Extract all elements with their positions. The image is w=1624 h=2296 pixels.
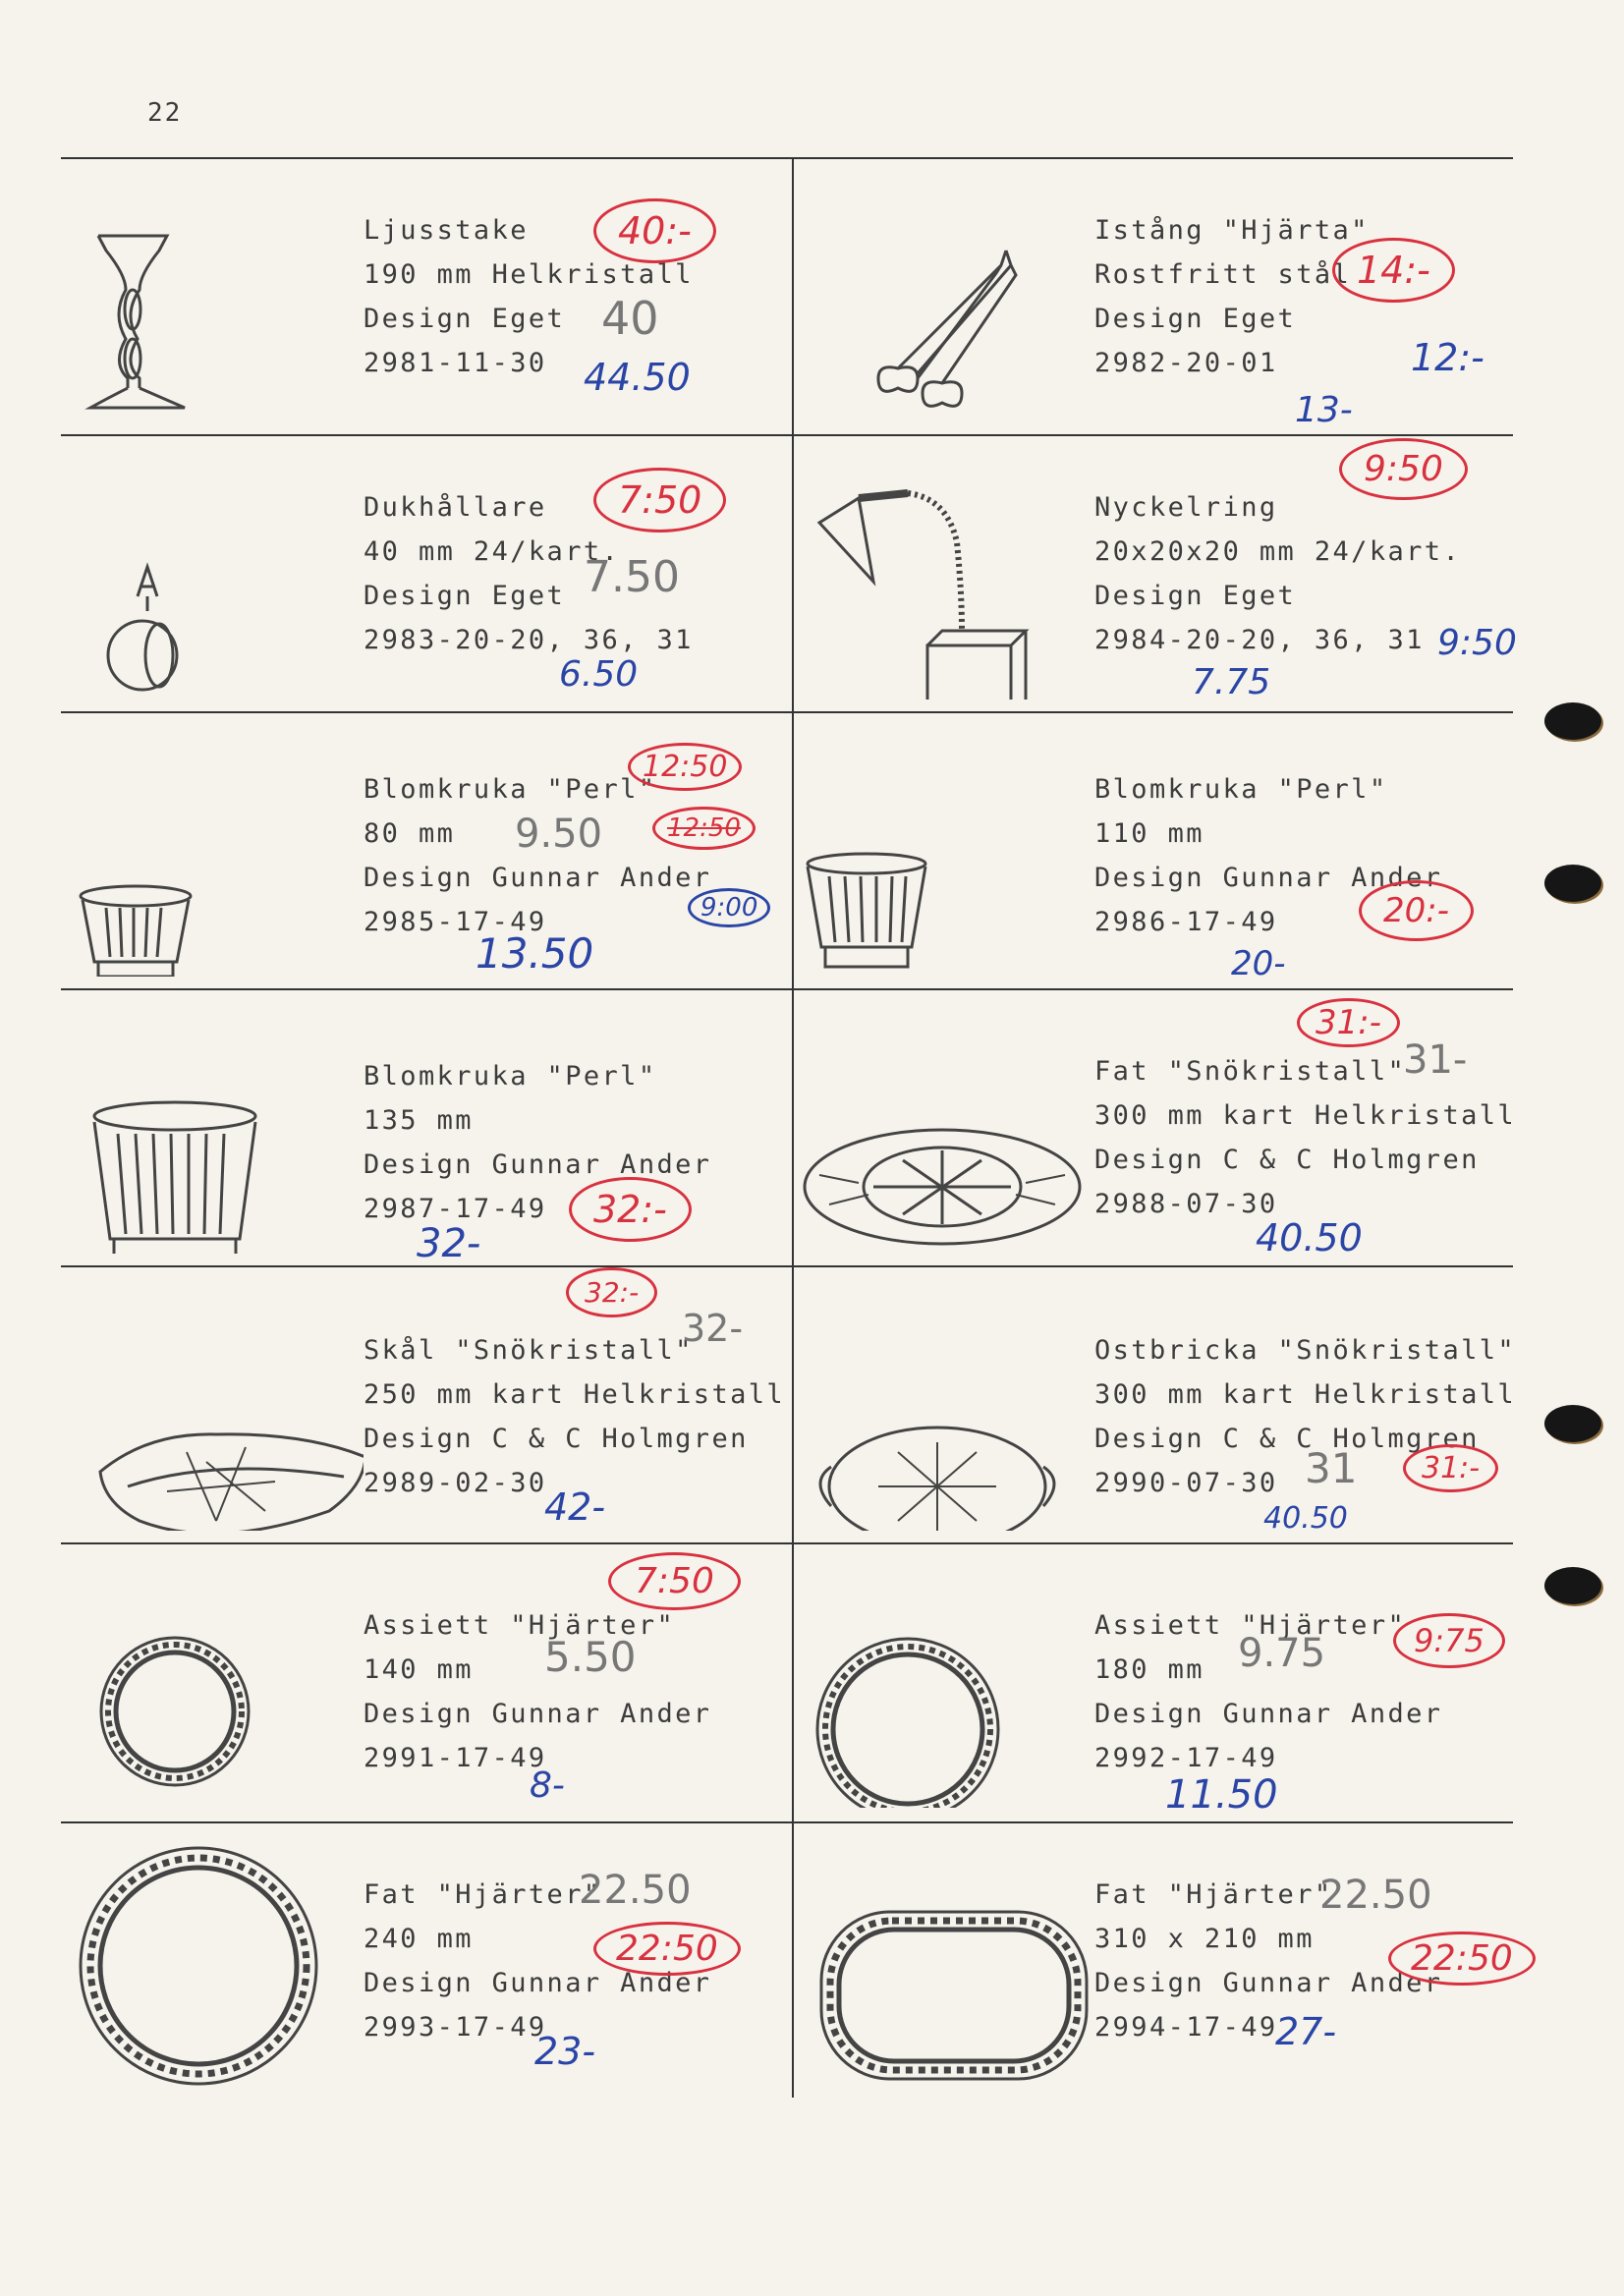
price-note-circled: 31:- — [1403, 1444, 1498, 1492]
candlestick-icon — [69, 177, 364, 422]
product-cell — [63, 990, 790, 1265]
price-note-pencil: 7.50 — [584, 552, 680, 602]
product-code: 2987-17-49 — [364, 1194, 547, 1224]
price-note-circled: 12:50 — [628, 743, 742, 791]
product-code: 2986-17-49 — [1094, 907, 1278, 937]
product-design: Design Gunnar Ander — [364, 1699, 712, 1729]
price-note-circled: 22:50 — [1388, 1932, 1536, 1986]
product-design: Design C & C Holmgren — [364, 1424, 749, 1454]
product-code: 2991-17-49 — [364, 1743, 547, 1773]
price-note-pencil: 22.50 — [1319, 1873, 1432, 1918]
heart-rim-dish-oval-icon — [800, 1828, 1094, 2094]
product-spec: 300 mm kart Helkristall — [1094, 1100, 1517, 1131]
product-spec: 180 mm — [1094, 1654, 1204, 1685]
product-design: Design Eget — [364, 581, 566, 611]
product-spec: Rostfritt stål — [1094, 259, 1352, 290]
tablecloth-weight-icon — [69, 454, 364, 700]
product-code: 2994-17-49 — [1094, 2012, 1278, 2043]
price-note-pencil: 32- — [682, 1307, 744, 1350]
product-spec: 110 mm — [1094, 818, 1204, 849]
price-note-circled: 32:- — [569, 1177, 692, 1242]
price-note-blue: 9:50 — [1437, 623, 1517, 663]
heart-rim-plate-medium-icon — [800, 1562, 1094, 1808]
product-code: 2990-07-30 — [1094, 1468, 1278, 1498]
price-note-pencil: 31- — [1403, 1037, 1468, 1083]
product-cell — [63, 713, 790, 988]
product-design: Design Eget — [364, 304, 566, 334]
price-note-blue: 12:- — [1411, 336, 1484, 379]
price-note-circled: 32:- — [566, 1267, 657, 1317]
price-note-circled-secondary: 12:50 — [652, 807, 756, 850]
price-note-blue: 11.50 — [1165, 1772, 1278, 1818]
product-cell — [63, 1267, 790, 1542]
price-note-blue-circled: 9:00 — [688, 888, 770, 927]
price-note-circled: 7:50 — [608, 1552, 741, 1610]
price-note-pencil: 9.75 — [1238, 1631, 1326, 1676]
product-code: 2984-20-20, 36, 31 — [1094, 625, 1425, 655]
product-code: 2982-20-01 — [1094, 348, 1278, 378]
price-note-blue: 6.50 — [559, 654, 639, 695]
cheese-tray-icon — [800, 1285, 1094, 1531]
product-spec: 250 mm kart Helkristall — [364, 1379, 786, 1410]
binder-hole — [1544, 865, 1601, 902]
product-name: Skål "Snökristall" — [364, 1335, 694, 1366]
product-code: 2993-17-49 — [364, 2012, 547, 2043]
binder-hole — [1544, 1567, 1601, 1604]
price-note-circled: 31:- — [1297, 998, 1400, 1047]
page-number: 22 — [147, 98, 183, 128]
product-cell — [794, 159, 1521, 434]
price-note-blue: 42- — [544, 1485, 606, 1529]
product-name: Blomkruka "Perl" — [364, 1061, 657, 1092]
product-cell — [794, 990, 1521, 1265]
product-cell — [63, 1823, 790, 2099]
flower-pot-medium-icon — [800, 731, 1094, 977]
price-note-blue: 23- — [534, 2030, 596, 2073]
product-design: Design Gunnar Ander — [364, 863, 712, 893]
product-cell — [63, 436, 790, 711]
product-name: Dukhållare — [364, 492, 547, 523]
product-name: Assiett "Hjärter" — [364, 1610, 676, 1641]
heart-rim-dish-round-icon — [69, 1828, 364, 2094]
product-name: Fat "Hjärter" — [1094, 1879, 1333, 1910]
price-note-blue: 32- — [417, 1221, 481, 1266]
product-design: Design Gunnar Ander — [364, 1149, 712, 1180]
price-note-blue: 40.50 — [1256, 1216, 1363, 1260]
product-cell — [63, 159, 790, 434]
price-note-pencil: 40 — [601, 292, 659, 345]
product-spec: 135 mm — [364, 1105, 474, 1136]
product-spec: 140 mm — [364, 1654, 474, 1685]
price-note-circled: 9:75 — [1393, 1613, 1505, 1668]
price-note-pencil: 9.50 — [515, 812, 603, 857]
price-note-pencil: 5.50 — [544, 1633, 637, 1681]
product-spec: 240 mm — [364, 1924, 474, 1954]
product-name: Assiett "Hjärter" — [1094, 1610, 1407, 1641]
product-code: 2989-02-30 — [364, 1468, 547, 1498]
product-design: Design Gunnar Ander — [1094, 1699, 1443, 1729]
product-spec: 40 mm 24/kart. — [364, 536, 621, 567]
product-name: Fat "Snökristall" — [1094, 1056, 1407, 1087]
product-name: Blomkruka "Perl" — [364, 774, 657, 805]
product-name: Blomkruka "Perl" — [1094, 774, 1388, 805]
product-design: Design C & C Holmgren — [1094, 1424, 1480, 1454]
price-note-circled: 7:50 — [593, 468, 726, 532]
product-name: Ljusstake — [364, 215, 529, 246]
product-code: 2981-11-30 — [364, 348, 547, 378]
product-design: Design Gunnar Ander — [1094, 863, 1443, 893]
product-code: 2985-17-49 — [364, 907, 547, 937]
flower-pot-large-icon — [69, 1008, 364, 1254]
product-design: Design Gunnar Ander — [364, 1968, 712, 1998]
price-note-pencil: 31 — [1305, 1444, 1358, 1492]
product-cell — [63, 1544, 790, 1820]
keyring-icon — [800, 454, 1094, 700]
price-note-blue-secondary: 13- — [1295, 390, 1353, 430]
product-cell — [794, 1823, 1521, 2099]
product-design: Design Eget — [1094, 304, 1297, 334]
product-design: Design Gunnar Ander — [1094, 1968, 1443, 1998]
product-cell — [794, 1267, 1521, 1542]
product-name: Istång "Hjärta" — [1094, 215, 1370, 246]
price-note-circled: 20:- — [1359, 880, 1474, 941]
price-note-circled: 9:50 — [1339, 438, 1468, 500]
product-name: Ostbricka "Snökristall" — [1094, 1335, 1517, 1366]
price-note-blue: 8- — [530, 1765, 565, 1806]
ice-tongs-icon — [800, 177, 1094, 422]
product-cell — [794, 1544, 1521, 1820]
product-name: Fat "Hjärter" — [364, 1879, 602, 1910]
flower-pot-small-icon — [69, 731, 364, 977]
binder-hole — [1544, 702, 1601, 740]
product-code: 2988-07-30 — [1094, 1189, 1278, 1219]
heart-rim-plate-small-icon — [69, 1562, 364, 1808]
price-note-blue: 40.50 — [1263, 1501, 1348, 1536]
snow-crystal-plate-icon — [800, 1008, 1094, 1254]
price-note-circled: 22:50 — [593, 1922, 741, 1976]
product-code: 2992-17-49 — [1094, 1743, 1278, 1773]
product-spec: 190 mm Helkristall — [364, 259, 694, 290]
product-name: Nyckelring — [1094, 492, 1278, 523]
snow-crystal-bowl-icon — [69, 1285, 364, 1531]
binder-hole — [1544, 1405, 1601, 1442]
price-note-blue-secondary: 7.75 — [1192, 662, 1271, 702]
price-note-blue: 44.50 — [584, 356, 691, 399]
product-code: 2983-20-20, 36, 31 — [364, 625, 694, 655]
product-cell — [794, 436, 1521, 711]
price-note-circled: 14:- — [1332, 238, 1455, 303]
price-note-circled: 40:- — [593, 198, 716, 263]
product-design: Design Eget — [1094, 581, 1297, 611]
product-spec: 20x20x20 mm 24/kart. — [1094, 536, 1462, 567]
product-spec: 300 mm kart Helkristall — [1094, 1379, 1517, 1410]
price-note-pencil: 22.50 — [579, 1868, 692, 1913]
price-note-blue: 20- — [1231, 944, 1286, 983]
product-spec: 80 mm — [364, 818, 456, 849]
product-cell — [794, 713, 1521, 988]
product-design: Design C & C Holmgren — [1094, 1145, 1480, 1175]
price-note-blue: 13.50 — [476, 929, 594, 978]
product-spec: 310 x 210 mm — [1094, 1924, 1315, 1954]
price-note-blue: 27- — [1275, 2010, 1337, 2053]
